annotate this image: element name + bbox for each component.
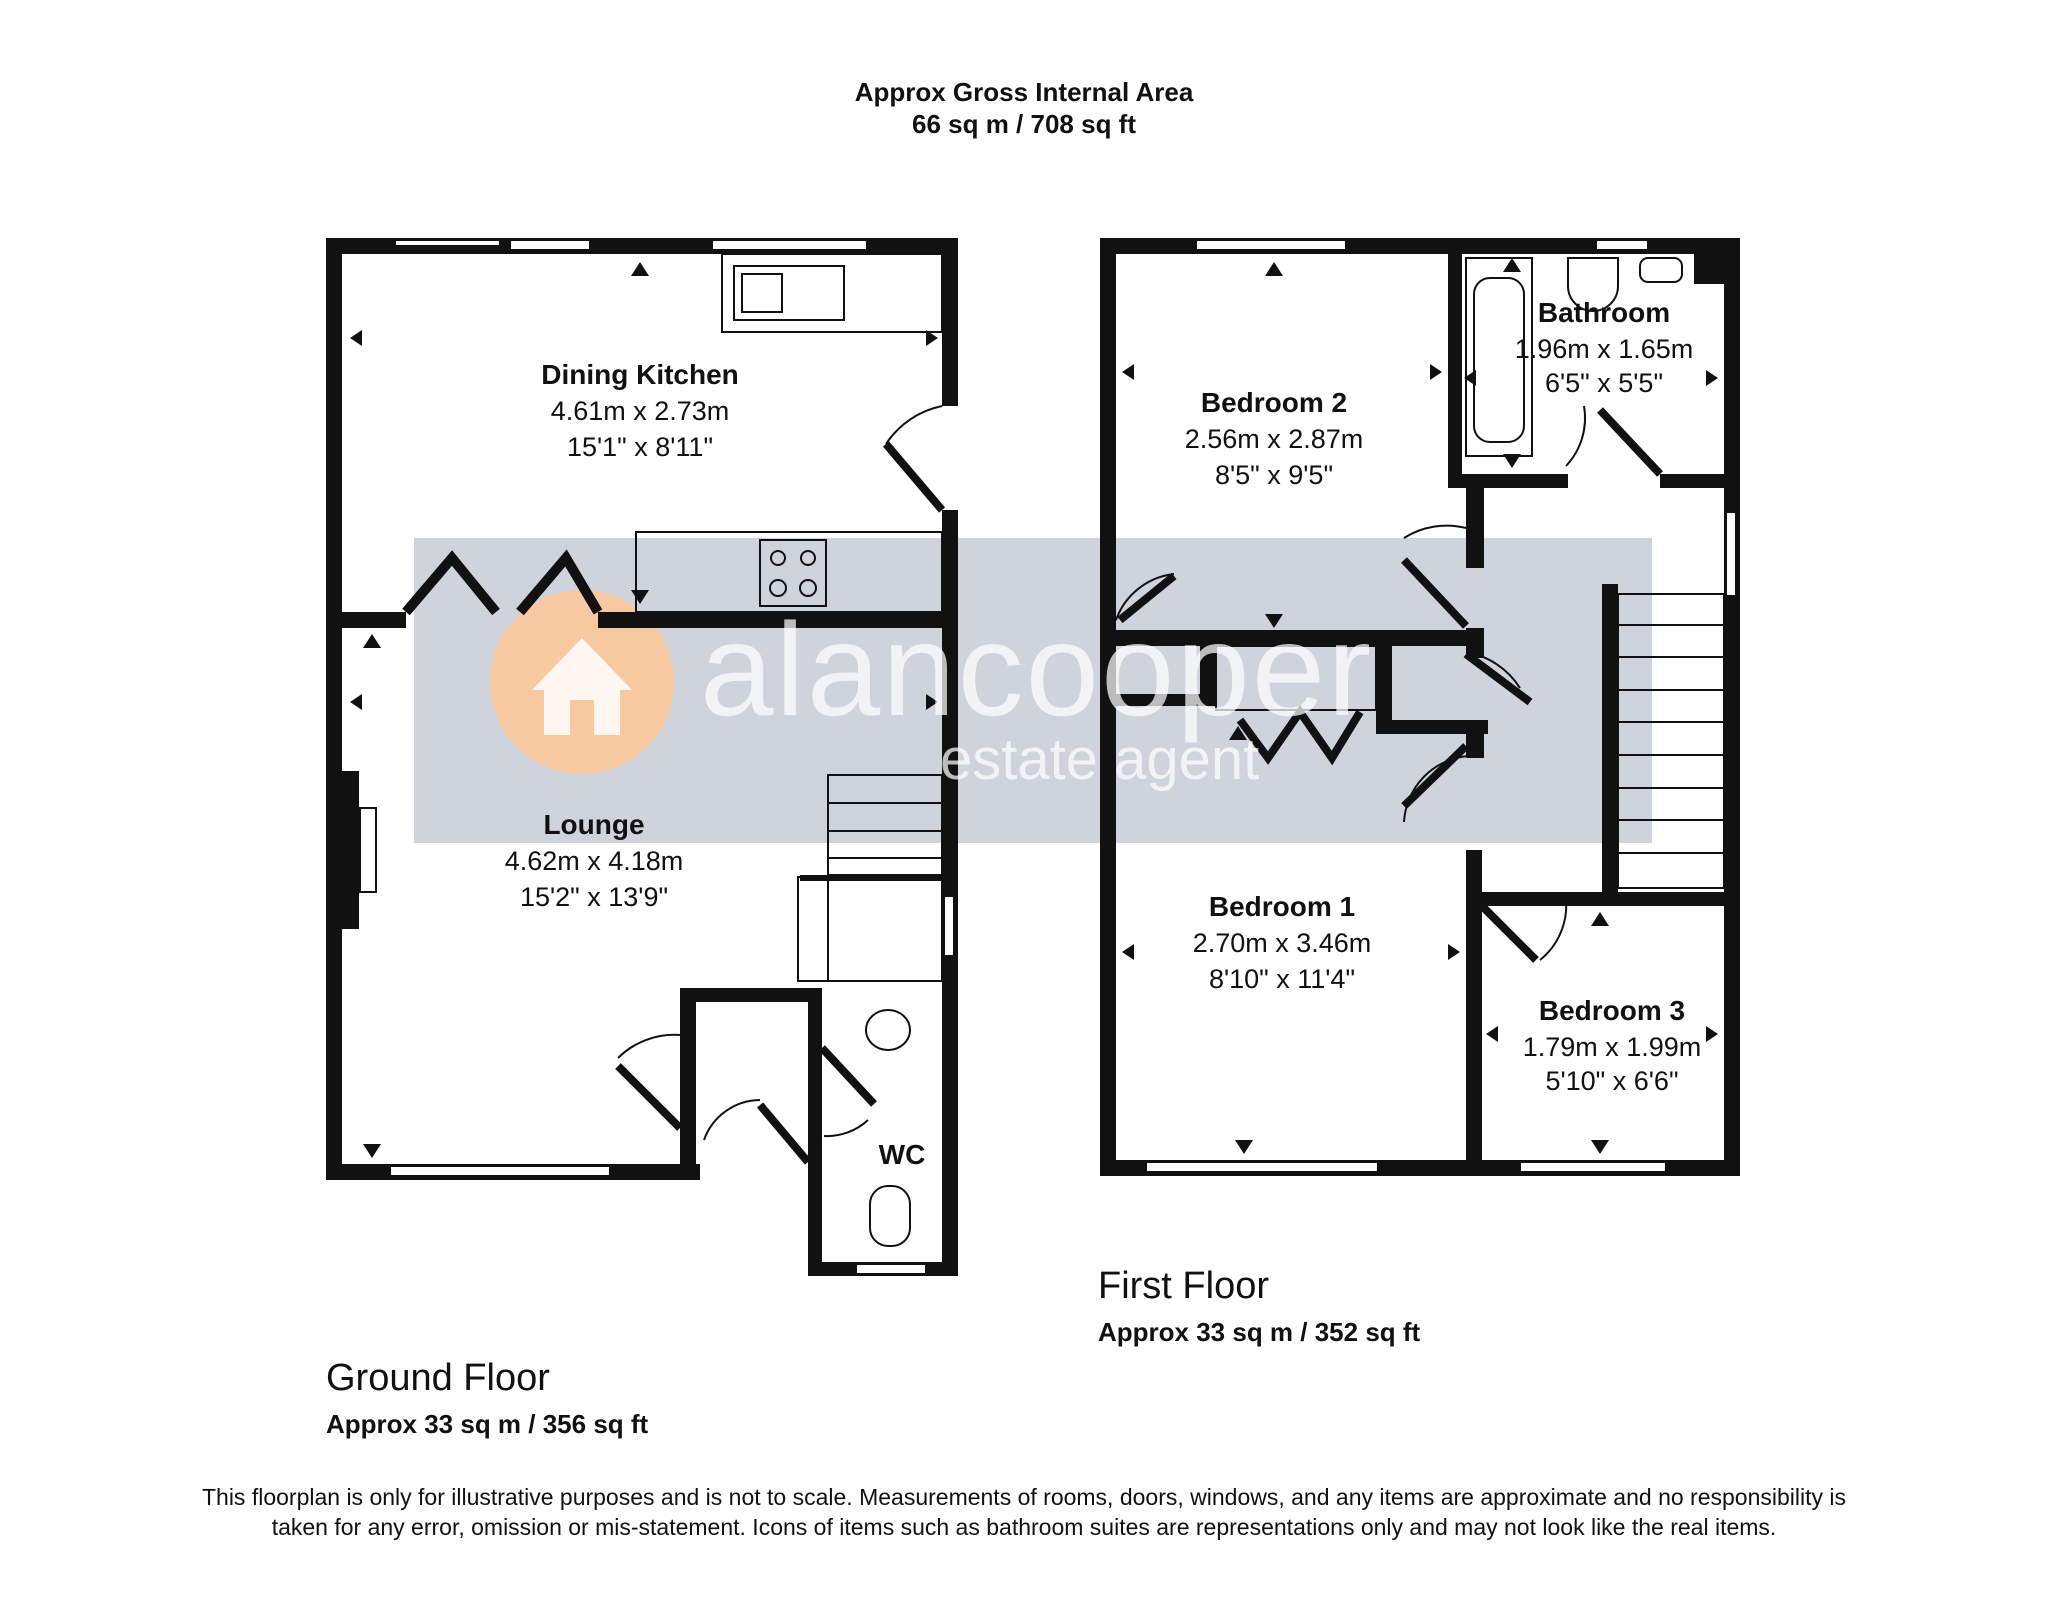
ground-floor-area: Approx 33 sq m / 356 sq ft [326,1409,649,1439]
room-metric-bedroom-1: 2.70m x 3.46m [1192,928,1372,958]
room-metric-bathroom: 1.96m x 1.65m [1514,334,1694,364]
room-name-wc: WC [878,1139,926,1170]
room-name-lounge: Lounge [543,809,645,840]
first-floor-title: First Floor [1098,1265,1269,1307]
room-imperial-bedroom-3: 5'10" x 6'6" [1545,1066,1679,1096]
room-imperial-bathroom: 6'5" x 5'5" [1544,368,1664,398]
room-name-bedroom-1: Bedroom 1 [1208,891,1356,922]
first-floor-area: Approx 33 sq m / 352 sq ft [1098,1317,1421,1347]
gross-area-value: 66 sq m / 708 sq ft [912,109,1136,139]
room-imperial-bedroom-1: 8'10" x 11'4" [1208,964,1356,994]
disclaimer-text: This floorplan is only for illustrative purposes and is not to scale. Measurements of rooms, doors, windows, and any items are approximate and no responsibility is taken for any error, omission or mis-statement. Icons of items such as bathroom suites are representations only and may not look like the real items. [201,1484,1846,1540]
watermark-tagline: estate agent [940,727,1260,792]
room-metric-bedroom-2: 2.56m x 2.87m [1184,424,1364,454]
room-metric-bedroom-3: 1.79m x 1.99m [1522,1032,1702,1062]
watermark-brand: alancooper [700,596,1374,743]
room-metric-dining-kitchen: 4.61m x 2.73m [550,396,730,426]
room-imperial-lounge: 15'2" x 13'9" [519,882,669,912]
room-imperial-bedroom-2: 8'5" x 9'5" [1214,460,1334,490]
room-name-dining-kitchen: Dining Kitchen [541,359,739,390]
ground-floor-title: Ground Floor [326,1357,550,1399]
room-imperial-dining-kitchen: 15'1" x 8'11" [566,432,714,462]
room-name-bedroom-3: Bedroom 3 [1538,995,1686,1026]
room-name-bathroom: Bathroom [1537,297,1671,328]
room-name-bedroom-2: Bedroom 2 [1200,387,1348,418]
room-metric-lounge: 4.62m x 4.18m [504,846,684,876]
gross-area-title: Approx Gross Internal Area [854,77,1194,107]
